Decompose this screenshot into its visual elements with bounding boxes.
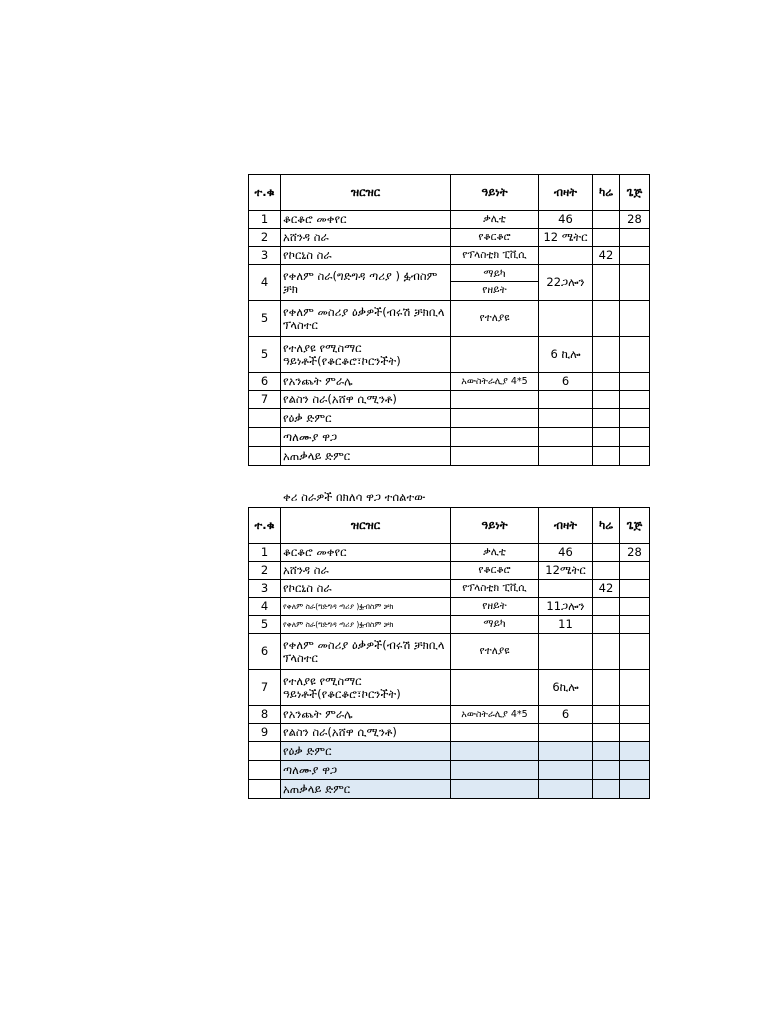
row-quantity xyxy=(539,247,593,265)
row-description: የቀለም ስራ(ግድግዳ ጣሪያ )ፏብስም ቻክ xyxy=(281,616,451,634)
table-row xyxy=(249,373,650,391)
table-row xyxy=(249,337,650,373)
header-type: ዓይነት xyxy=(451,175,539,211)
row-quantity xyxy=(539,580,593,598)
table-row xyxy=(249,391,650,409)
row-description: ቆርቆሮ መቀየር xyxy=(281,544,451,562)
row-description: የቀለም ስራ(ግድግዳ ጣሪያ ) ፏብስም ቻክ xyxy=(281,265,451,301)
row-number: 1 xyxy=(249,211,281,229)
row-square xyxy=(593,562,620,580)
row-quantity: 46 xyxy=(539,211,593,229)
row-quantity: 11 xyxy=(539,616,593,634)
row-square xyxy=(593,598,620,616)
row-type: የቆርቆሮ xyxy=(451,562,539,580)
row-quantity: 6 ኪሎ xyxy=(539,337,593,373)
summary-row-labor xyxy=(249,428,650,447)
row-square xyxy=(593,544,620,562)
row-type xyxy=(451,337,539,373)
row-gauge xyxy=(620,373,650,391)
header-square: ካሬ xyxy=(593,175,620,211)
row-type: አውስትራሊያ 4*5 xyxy=(451,373,539,391)
row-gauge xyxy=(620,616,650,634)
row-gauge xyxy=(620,301,650,337)
table-row xyxy=(249,247,650,265)
header-quantity: ብዛት xyxy=(539,175,593,211)
revision-note: ቀሪ ስራዎች በክለሳ ዋጋ ተሰልተው xyxy=(283,490,426,504)
summary-row-items-total xyxy=(249,742,650,761)
row-gauge xyxy=(620,724,650,742)
row-gauge xyxy=(620,265,650,301)
header-number: ተ.ቁ xyxy=(249,175,281,211)
header-description: ዝርዝር xyxy=(281,175,451,211)
materials-table-2 xyxy=(248,507,650,799)
row-type: ማይካ xyxy=(483,268,506,280)
row-square xyxy=(593,634,620,670)
row-description: የቀለም መስሪያ ዕቃዎች(ብሩሽ ቻክቢላ ፕላስተር xyxy=(281,301,451,337)
summary-label: ጣለሙያ ዋጋ xyxy=(281,761,451,780)
row-description: የቀለም መስሪያ ዕቃዎች(ብሩሽ ቻክቢላ ፕላስተር xyxy=(281,634,451,670)
row-type: አውስትራሊያ 4*5 xyxy=(451,706,539,724)
row-square xyxy=(593,724,620,742)
row-number: 5 xyxy=(249,337,281,373)
table-header-row xyxy=(249,508,650,544)
row-square xyxy=(593,337,620,373)
row-type: የቆርቆሮ xyxy=(451,229,539,247)
row-quantity: 6 xyxy=(539,373,593,391)
summary-label: አጠቃላይ ድምር xyxy=(281,780,451,799)
row-gauge xyxy=(620,670,650,706)
summary-label: የዕቃ ድምር xyxy=(281,409,451,428)
table-row xyxy=(249,301,650,337)
table-row xyxy=(249,562,650,580)
row-type: የፕላስቲክ ፒቪሲ xyxy=(451,247,539,265)
row-type: ቃሊቲ xyxy=(451,544,539,562)
row-type: ቃሊቲ xyxy=(451,211,539,229)
row-description: ቆርቆሮ መቀየር xyxy=(281,211,451,229)
table-row xyxy=(249,544,650,562)
row-type-split xyxy=(451,265,539,301)
summary-row-grand-total xyxy=(249,447,650,466)
row-square xyxy=(593,229,620,247)
row-gauge xyxy=(620,337,650,373)
row-gauge xyxy=(620,247,650,265)
row-gauge: 28 xyxy=(620,544,650,562)
row-gauge xyxy=(620,229,650,247)
row-description: የአንጨት ምራሌ xyxy=(281,706,451,724)
row-description: አሸንዳ ስራ xyxy=(281,229,451,247)
row-number: 6 xyxy=(249,634,281,670)
row-square xyxy=(593,706,620,724)
row-type xyxy=(451,670,539,706)
row-number: 6 xyxy=(249,373,281,391)
row-square xyxy=(593,301,620,337)
row-quantity: 46 xyxy=(539,544,593,562)
table-row xyxy=(249,265,650,301)
header-gauge: ጌጅ xyxy=(620,508,650,544)
header-type: ዓይነት xyxy=(451,508,539,544)
row-description: የልስን ስራ(አሸዋ ሲሚንቶ) xyxy=(281,724,451,742)
row-description: የተለያዩ የሚስማር ዓይነቶች(የቆርቆሮ፣ኮርንችት) xyxy=(281,337,451,373)
row-description: የኮርኒስ ስራ xyxy=(281,247,451,265)
row-type-secondary: የዘይት xyxy=(451,281,538,297)
header-gauge: ጌጅ xyxy=(620,175,650,211)
row-quantity xyxy=(539,724,593,742)
row-quantity: 12ሜትር xyxy=(539,562,593,580)
table-row xyxy=(249,229,650,247)
table-row xyxy=(249,598,650,616)
row-square: 42 xyxy=(593,580,620,598)
row-gauge xyxy=(620,634,650,670)
row-type xyxy=(451,391,539,409)
row-number: 9 xyxy=(249,724,281,742)
row-number: 4 xyxy=(249,265,281,301)
row-square xyxy=(593,616,620,634)
row-square xyxy=(593,211,620,229)
row-quantity: 6 xyxy=(539,706,593,724)
row-description: የኮርኒስ ስራ xyxy=(281,580,451,598)
row-number: 3 xyxy=(249,247,281,265)
row-quantity xyxy=(539,634,593,670)
row-quantity: 11ጋሎን xyxy=(539,598,593,616)
table-row xyxy=(249,211,650,229)
table-row xyxy=(249,706,650,724)
summary-row-labor xyxy=(249,761,650,780)
row-square: 42 xyxy=(593,247,620,265)
row-description: የተለያዩ የሚስማር ዓይነቶች(የቆርቆሮ፣ኮርንችት) xyxy=(281,670,451,706)
table-row xyxy=(249,724,650,742)
row-number: 7 xyxy=(249,670,281,706)
row-quantity: 12 ሜትር xyxy=(539,229,593,247)
table-row xyxy=(249,616,650,634)
table-header-row xyxy=(249,175,650,211)
summary-row-items-total xyxy=(249,409,650,428)
header-description: ዝርዝር xyxy=(281,508,451,544)
summary-label: አጠቃላይ ድምር xyxy=(281,447,451,466)
row-type: የተለያዩ xyxy=(451,301,539,337)
row-type: የፕላስቲክ ፒቪሲ xyxy=(451,580,539,598)
row-gauge xyxy=(620,391,650,409)
row-square xyxy=(593,670,620,706)
row-square xyxy=(593,265,620,301)
row-number: 2 xyxy=(249,562,281,580)
materials-table-1 xyxy=(248,174,650,466)
row-quantity xyxy=(539,391,593,409)
row-number: 4 xyxy=(249,598,281,616)
row-type: ማይካ xyxy=(451,616,539,634)
row-number: 1 xyxy=(249,544,281,562)
row-type: የዘይት xyxy=(451,598,539,616)
row-description: የልስን ስራ(አሸዋ ሲሚንቶ) xyxy=(281,391,451,409)
row-number: 8 xyxy=(249,706,281,724)
row-type: የተለያዩ xyxy=(451,634,539,670)
row-gauge xyxy=(620,706,650,724)
row-quantity: 6ኪሎ xyxy=(539,670,593,706)
row-quantity: 22ጋሎን xyxy=(539,265,593,301)
summary-row-grand-total xyxy=(249,780,650,799)
row-description: አሸንዳ ስራ xyxy=(281,562,451,580)
header-quantity: ብዛት xyxy=(539,508,593,544)
header-square: ካሬ xyxy=(593,508,620,544)
table-row xyxy=(249,670,650,706)
row-gauge: 28 xyxy=(620,211,650,229)
summary-label: የዕቃ ድምር xyxy=(281,742,451,761)
row-description: የአንጨት ምራሌ xyxy=(281,373,451,391)
table-row xyxy=(249,634,650,670)
row-square xyxy=(593,373,620,391)
row-gauge xyxy=(620,562,650,580)
table-row xyxy=(249,580,650,598)
row-gauge xyxy=(620,580,650,598)
row-description: የቀለም ስራ(ግድግዳ ጣሪያ )ፏብስም ቻክ xyxy=(281,598,451,616)
header-number: ተ.ቁ xyxy=(249,508,281,544)
row-number: 5 xyxy=(249,616,281,634)
row-square xyxy=(593,391,620,409)
row-number: 2 xyxy=(249,229,281,247)
row-number: 5 xyxy=(249,301,281,337)
row-quantity xyxy=(539,301,593,337)
row-type xyxy=(451,724,539,742)
row-gauge xyxy=(620,598,650,616)
row-number: 7 xyxy=(249,391,281,409)
summary-label: ጣለሙያ ዋጋ xyxy=(281,428,451,447)
row-number: 3 xyxy=(249,580,281,598)
